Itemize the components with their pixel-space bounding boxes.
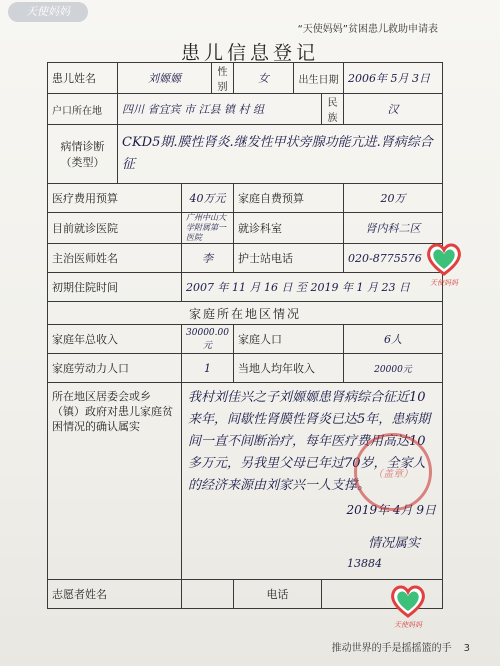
diagnosis-value: CKD5期.膜性肾炎.继发性甲状旁腺功能亢进.肾病综合征 bbox=[118, 125, 443, 184]
gender-value: 女 bbox=[234, 63, 294, 94]
diagnosis-label-cell bbox=[48, 125, 118, 184]
residence-label: 户口所在地 bbox=[48, 94, 118, 125]
volunteer-name-value bbox=[182, 580, 234, 609]
committee-label: 所在地区居委会或乡（镇）政府对患儿家庭贫困情况的确认属实 bbox=[48, 383, 182, 580]
angel-mom-logo: 天使妈妈 bbox=[8, 2, 88, 22]
watermark-heart-icon bbox=[424, 238, 464, 287]
form-header-note: “天使妈妈”贫困患儿救助申请表 bbox=[297, 24, 438, 35]
volunteer-phone-label: 电话 bbox=[234, 580, 322, 609]
committee-date: 2019年 4月 9日 bbox=[346, 503, 436, 517]
village-committee-seal bbox=[354, 433, 432, 511]
hospital-label: 目前就诊医院 bbox=[48, 213, 182, 244]
patient-name-label: 患儿姓名 bbox=[48, 63, 118, 94]
committee-statement: 我村刘佳兴之子刘嫄嫄患肾病综合征近10来年，间歇性肾膜性肾炎已达5年，患病期间一直不间断治疗，每年医疗费用高达10多万元，另我里父母已年过70岁，全家人的经济来源由刘家兴一人支撑。 bbox=[188, 390, 431, 493]
page-footer bbox=[332, 639, 470, 654]
income-value: 30000.00元 bbox=[182, 325, 234, 354]
watermark-text: 天使妈妈 bbox=[394, 621, 422, 629]
department-label: 就诊科室 bbox=[234, 213, 344, 244]
income-label: 家庭年总收入 bbox=[48, 325, 182, 354]
page-number: 3 bbox=[463, 643, 470, 654]
doctor-label: 主治医师姓名 bbox=[48, 244, 182, 273]
admission-label: 初期住院时间 bbox=[48, 273, 182, 302]
seal-label: （盖章） bbox=[373, 469, 413, 480]
volunteer-name-label: 志愿者姓名 bbox=[48, 580, 182, 609]
patient-name-value: 刘嫄嫄 bbox=[118, 63, 212, 94]
footer-slogan: 推动世界的手是摇摇篮的手 bbox=[331, 643, 452, 654]
committee-signer: 情况属实 bbox=[367, 536, 420, 551]
admission-value: 2007 年 11 月 16 日 至 2019 年 1 月 23 日 bbox=[182, 273, 443, 302]
committee-phone-fragment: 13884 bbox=[347, 557, 382, 570]
nurse-phone-label: 护士站电话 bbox=[234, 244, 344, 273]
dob-label: 出生日期 bbox=[294, 63, 344, 94]
ethnicity-label: 民族 bbox=[322, 94, 344, 125]
labor-label: 家庭劳动力人口 bbox=[48, 354, 182, 383]
local-income-label: 当地人均年收入 bbox=[234, 354, 344, 383]
diagnosis-sublabel: （类型） bbox=[60, 156, 105, 169]
gender-label: 性 别 bbox=[212, 63, 234, 94]
committee-cell bbox=[182, 383, 443, 580]
family-pay-value: 20万 bbox=[344, 184, 443, 213]
labor-value: 1 bbox=[182, 354, 234, 383]
ethnicity-value: 汉 bbox=[344, 94, 443, 125]
population-value: 6人 bbox=[344, 325, 443, 354]
doctor-value: 李 bbox=[182, 244, 234, 273]
local-income-value: 20000元 bbox=[344, 354, 443, 383]
budget-label: 医疗费用预算 bbox=[48, 184, 182, 213]
watermark-heart-icon bbox=[388, 580, 428, 629]
nurse-phone-value: 020-8775576 bbox=[344, 244, 443, 273]
population-label: 家庭人口 bbox=[234, 325, 344, 354]
patient-info-table bbox=[47, 62, 443, 609]
residence-value: 四川 省宜宾 市 江县 镇 村 组 bbox=[118, 94, 322, 125]
hospital-value: 广州中山大学附属第一医院 bbox=[182, 213, 234, 244]
page-title: 患儿信息登记 bbox=[180, 42, 319, 64]
family-pay-label: 家庭自费预算 bbox=[234, 184, 344, 213]
department-value: 肾内科二区 bbox=[344, 213, 443, 244]
watermark-text: 天使妈妈 bbox=[430, 279, 458, 287]
family-section-title: 家庭所在地区情况 bbox=[48, 302, 443, 325]
diagnosis-label: 病情诊断 bbox=[60, 140, 105, 153]
dob-value: 2006年 5月 3日 bbox=[344, 63, 443, 94]
budget-value: 40万元 bbox=[182, 184, 234, 213]
